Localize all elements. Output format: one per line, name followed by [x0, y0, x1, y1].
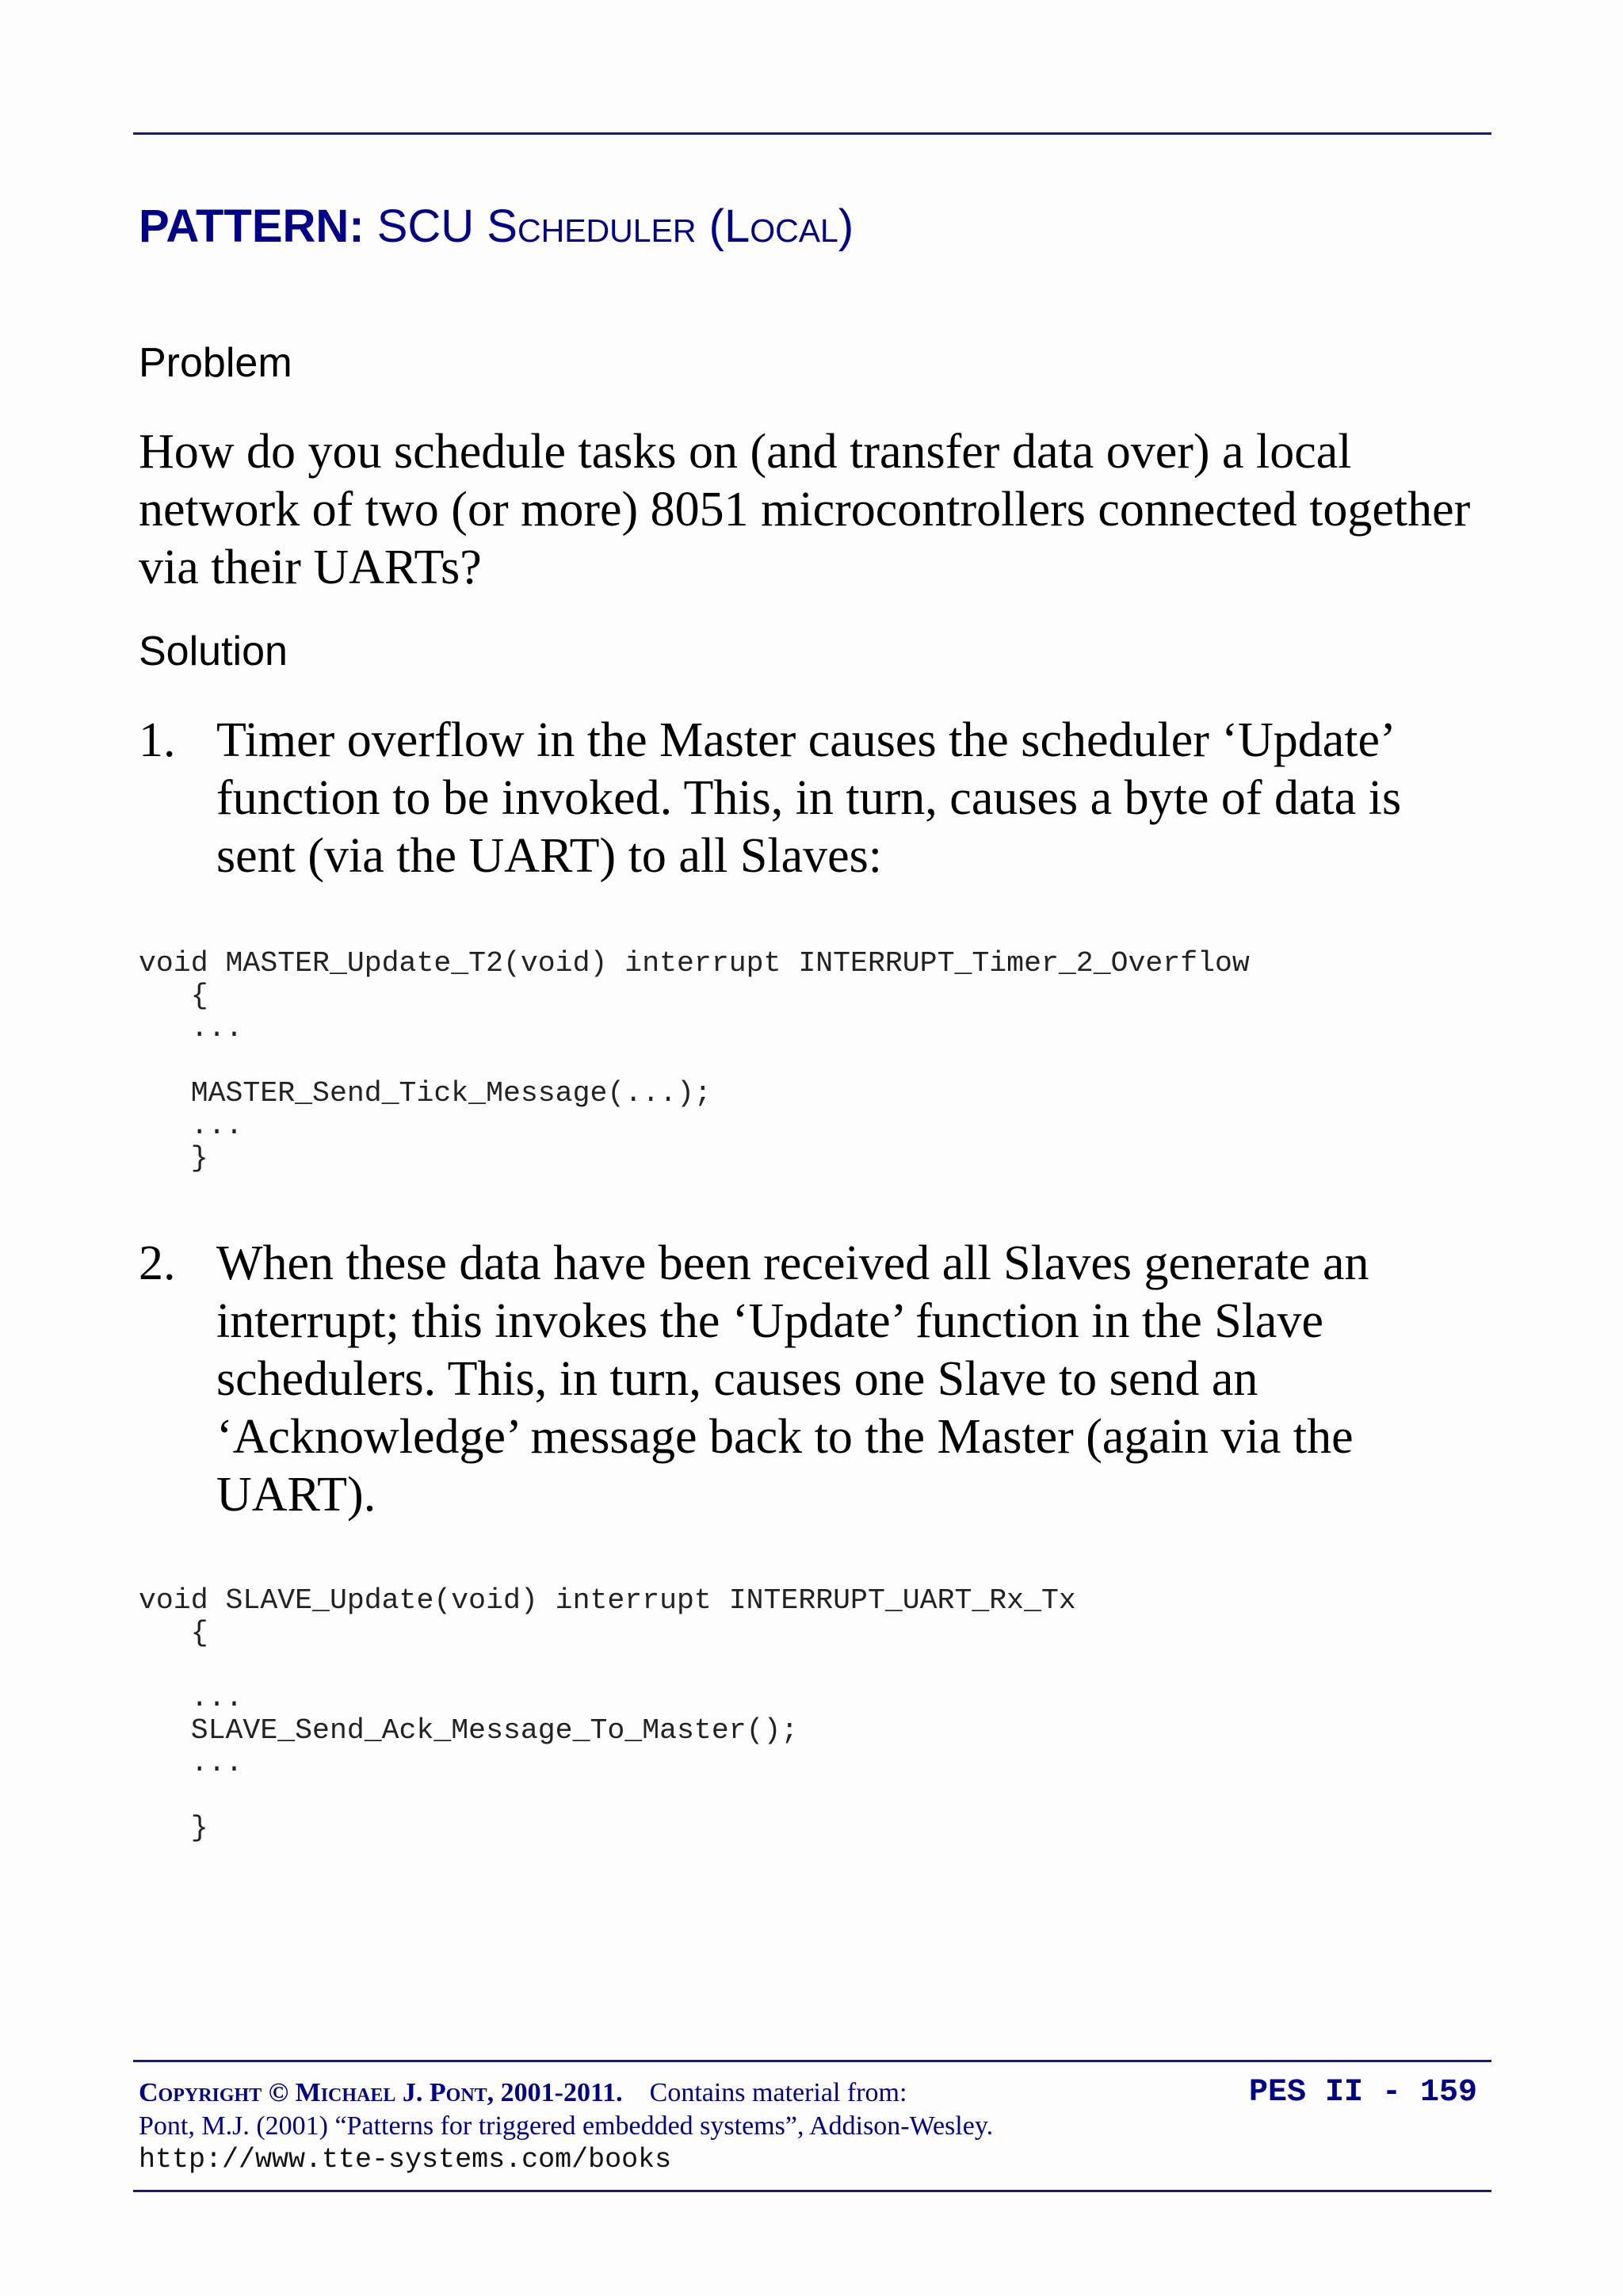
step-number: 1. — [139, 713, 176, 767]
page-title — [139, 200, 854, 253]
footer-line-1 — [139, 2076, 1232, 2110]
title-rest: SCU Scheduler (Local) — [376, 201, 854, 252]
code-block-master-update: void MASTER_Update_T2(void) interrupt INTERRUPT_Timer_2_Overflow { ... MASTER_Send_Tick_Message(...); ... } — [139, 947, 1250, 1175]
copyright-notice: Copyright © Michael J. Pont, 2001-2011. — [139, 2078, 623, 2107]
problem-text: How do you schedule tasks on (and transfer data over) a local network of two (or more) 8051 microcontrollers connected together via their UARTs? — [139, 425, 1471, 594]
solution-heading: Solution — [139, 628, 288, 674]
code-block-slave-update: void SLAVE_Update(void) interrupt INTERRUPT_UART_Rx_Tx { ... SLAVE_Send_Ack_Message_To_Master(); ... } — [139, 1584, 1076, 1844]
solution-step-1 — [139, 712, 1486, 885]
page-number: PES II - 159 — [1248, 2075, 1477, 2111]
citation: Pont, M.J. (2001) “Patterns for triggered embedded systems”, Addison-Wesley. — [139, 2111, 994, 2141]
footer-url[interactable]: http://www.tte-systems.com/books — [139, 2144, 672, 2176]
footer-text — [139, 2076, 1232, 2176]
footer-top-rule — [133, 2060, 1491, 2062]
step-number: 2. — [139, 1236, 176, 1290]
top-rule — [133, 132, 1491, 135]
footer-bottom-rule — [133, 2190, 1491, 2192]
problem-heading: Problem — [139, 340, 292, 386]
step-text: When these data have been received all Slaves generate an interrupt; this invokes the ‘Update’ function in the Slave schedulers. This, in turn, causes one Slave to send an ‘Acknowledge’ message back to the Master (again via the UART). — [216, 1236, 1369, 1522]
contains-note: Contains material from: — [649, 2078, 907, 2107]
step-text: Timer overflow in the Master causes the scheduler ‘Update’ function to be invoked. This, in turn, causes a byte of data is sent (via the UART) to all Slaves: — [216, 713, 1402, 883]
title-lead: PATTERN: — [139, 201, 365, 252]
solution-step-2 — [139, 1235, 1486, 1524]
